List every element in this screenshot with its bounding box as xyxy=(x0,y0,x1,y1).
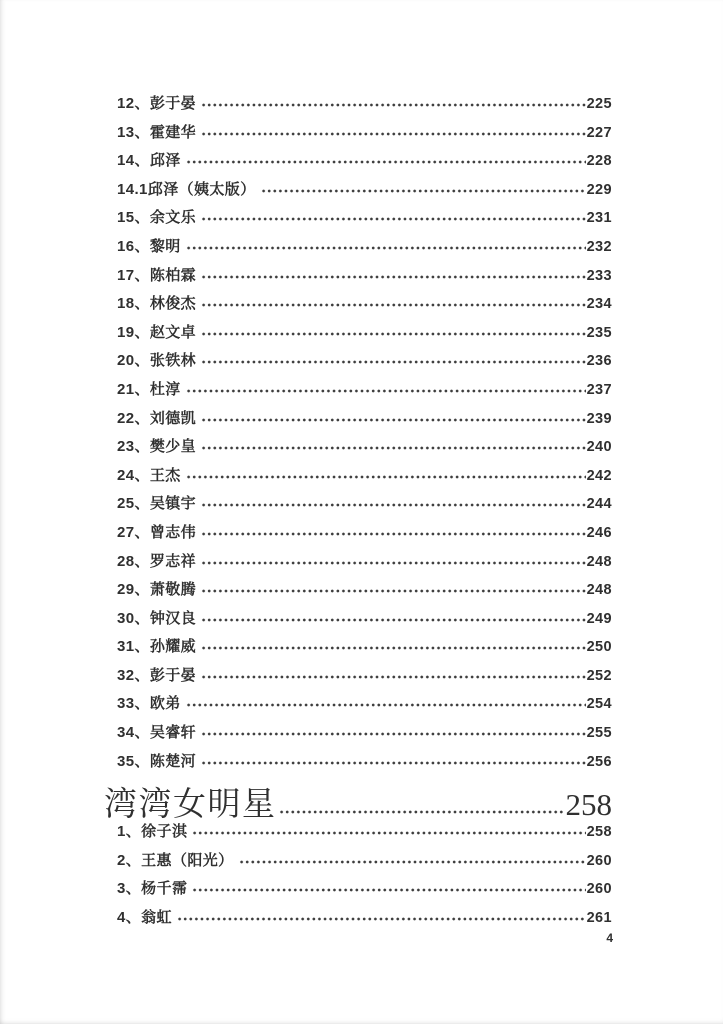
toc-entry-label: 16、黎明 xyxy=(117,237,181,255)
dot-leader xyxy=(201,102,586,108)
toc-entry-page-number: 248 xyxy=(586,553,612,570)
dot-leader xyxy=(201,531,586,537)
toc-entry xyxy=(104,229,612,258)
toc-entry-page-number: 236 xyxy=(586,353,612,370)
dot-leader xyxy=(279,809,565,815)
toc-entry-page-number: 255 xyxy=(586,725,612,742)
toc-entry-label: 3、杨千霈 xyxy=(117,880,188,898)
toc-entry-page-number: 239 xyxy=(586,410,612,427)
toc-entry-label: 15、余文乐 xyxy=(117,209,197,227)
dot-leader xyxy=(201,445,586,451)
toc-entry-label: 1、徐子淇 xyxy=(117,823,188,841)
toc-entry xyxy=(104,544,612,573)
toc-entry xyxy=(104,686,612,715)
dot-leader xyxy=(201,302,586,308)
toc-entry-label: 27、曾志伟 xyxy=(117,523,197,541)
toc-entry xyxy=(104,115,612,144)
section-heading xyxy=(104,772,612,823)
dot-leader xyxy=(201,674,586,680)
toc-entry xyxy=(104,572,612,601)
toc-entry-page-number: 229 xyxy=(586,181,612,198)
toc-entry-page-number: 242 xyxy=(586,467,612,484)
toc-entry xyxy=(104,629,612,658)
toc-entry-label: 25、吴镇宇 xyxy=(117,495,197,513)
toc-entry-page-number: 234 xyxy=(586,296,612,313)
dot-leader xyxy=(201,760,586,766)
toc-entry xyxy=(104,343,612,372)
toc-entry-label: 23、樊少皇 xyxy=(117,438,197,456)
toc-entry xyxy=(104,258,612,287)
toc-entry-page-number: 240 xyxy=(586,439,612,456)
toc-entry-label: 34、吴睿轩 xyxy=(117,724,197,742)
toc-list-top xyxy=(104,86,612,772)
dot-leader xyxy=(192,830,585,836)
dot-leader xyxy=(201,131,586,137)
toc-entry xyxy=(104,200,612,229)
dot-leader xyxy=(186,474,586,480)
footer-page-number: 4 xyxy=(606,931,613,945)
toc-entry xyxy=(104,601,612,630)
dot-leader xyxy=(201,588,586,594)
dot-leader xyxy=(239,859,586,865)
toc-entry-page-number: 258 xyxy=(586,824,612,841)
toc-entry-label: 20、张铁林 xyxy=(117,352,197,370)
toc-entry xyxy=(104,871,612,900)
dot-leader xyxy=(201,274,586,280)
toc-entry xyxy=(104,401,612,430)
section-heading-title: 湾湾女明星 xyxy=(104,785,277,823)
dot-leader xyxy=(192,887,585,893)
toc-entry xyxy=(104,900,612,929)
toc-entry-label: 29、萧敬腾 xyxy=(117,581,197,599)
toc-entry xyxy=(104,744,612,773)
dot-leader xyxy=(261,188,586,194)
toc-entry-label: 14、邱泽 xyxy=(117,152,181,170)
toc-entry-label: 30、钟汉良 xyxy=(117,609,197,627)
toc-entry-label: 28、罗志祥 xyxy=(117,552,197,570)
toc-entry-page-number: 249 xyxy=(586,610,612,627)
toc-entry-label: 21、杜淳 xyxy=(117,380,181,398)
dot-leader xyxy=(201,731,586,737)
dot-leader xyxy=(201,617,586,623)
dot-leader xyxy=(186,702,586,708)
dot-leader xyxy=(186,388,586,394)
toc-entry-label: 19、赵文卓 xyxy=(117,323,197,341)
dot-leader xyxy=(186,245,586,251)
toc-entry-page-number: 246 xyxy=(586,524,612,541)
toc-entry-label: 17、陈柏霖 xyxy=(117,266,197,284)
toc-entry-label: 22、刘德凯 xyxy=(117,409,197,427)
toc-entry-label: 2、王惠（阳光） xyxy=(117,851,234,869)
toc-entry xyxy=(104,286,612,315)
dot-leader xyxy=(186,159,586,165)
toc-entry-page-number: 231 xyxy=(586,210,612,227)
toc-entry-page-number: 260 xyxy=(586,852,612,869)
dot-leader xyxy=(201,502,586,508)
toc-entry xyxy=(104,86,612,115)
toc-entry-page-number: 248 xyxy=(586,582,612,599)
toc-entry-page-number: 256 xyxy=(586,753,612,770)
toc-entry-label: 4、翁虹 xyxy=(117,909,172,927)
toc-entry-page-number: 261 xyxy=(586,910,612,927)
toc-entry xyxy=(104,658,612,687)
dot-leader xyxy=(177,916,586,922)
toc-entry-label: 14.1邱泽（姨太版） xyxy=(117,180,256,198)
dot-leader xyxy=(201,331,586,337)
toc-entry xyxy=(104,843,612,872)
toc-entry-page-number: 250 xyxy=(586,639,612,656)
toc-entry xyxy=(104,458,612,487)
toc-entry xyxy=(104,315,612,344)
toc-entry xyxy=(104,515,612,544)
toc-entry xyxy=(104,143,612,172)
dot-leader xyxy=(201,417,586,423)
dot-leader xyxy=(201,560,586,566)
toc-entry-page-number: 228 xyxy=(586,153,612,170)
toc-entry-page-number: 227 xyxy=(586,124,612,141)
toc-entry-label: 13、霍建华 xyxy=(117,123,197,141)
toc-entry xyxy=(104,429,612,458)
toc-entry-label: 24、王杰 xyxy=(117,466,181,484)
toc-entry-page-number: 244 xyxy=(586,496,612,513)
toc-entry-label: 18、林俊杰 xyxy=(117,295,197,313)
toc-entry xyxy=(104,372,612,401)
toc-entry-label: 32、彭于晏 xyxy=(117,666,197,684)
section-heading-page-number: 258 xyxy=(565,787,612,823)
toc-entry-page-number: 225 xyxy=(586,96,612,112)
toc-entry xyxy=(104,486,612,515)
toc-entry-page-number: 237 xyxy=(586,381,612,398)
page-footer xyxy=(606,931,613,945)
toc-entry xyxy=(104,715,612,744)
dot-leader xyxy=(201,359,586,365)
toc-entry-page-number: 252 xyxy=(586,667,612,684)
toc-entry-label: 31、孙耀威 xyxy=(117,638,197,656)
toc-entry-page-number: 235 xyxy=(586,324,612,341)
toc-entry-page-number: 233 xyxy=(586,267,612,284)
toc-entry xyxy=(104,172,612,201)
toc-list-bottom xyxy=(104,814,612,928)
toc-entry-page-number: 232 xyxy=(586,238,612,255)
dot-leader xyxy=(201,216,586,222)
toc-entry-page-number: 254 xyxy=(586,696,612,713)
toc-entry-label: 35、陈楚河 xyxy=(117,752,197,770)
toc-entry-page-number: 260 xyxy=(586,881,612,898)
toc-entry-label: 12、彭于晏 xyxy=(117,95,197,112)
toc-content xyxy=(104,86,612,929)
toc-entry-label: 33、欧弟 xyxy=(117,695,181,713)
dot-leader xyxy=(201,645,586,651)
